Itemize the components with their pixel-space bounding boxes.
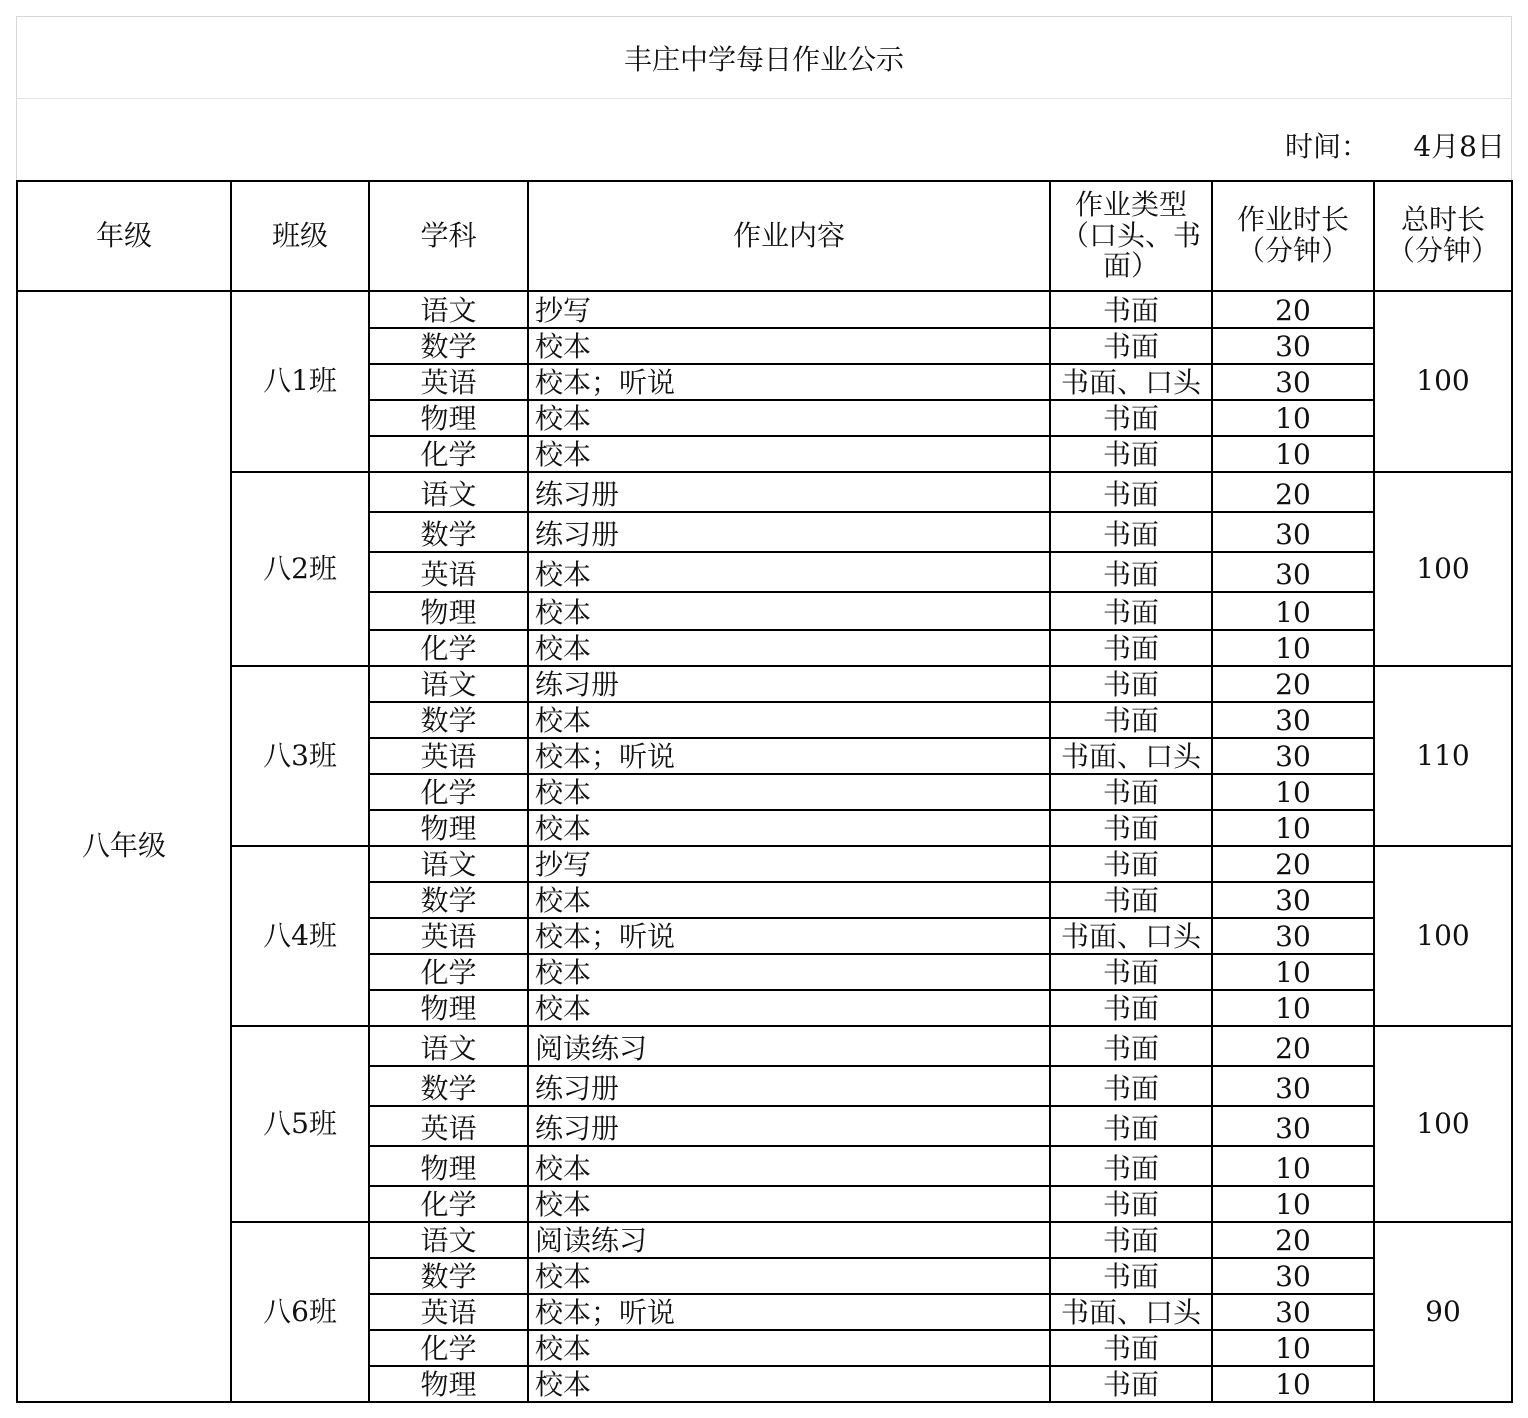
content-cell: 校本 [528, 436, 1050, 472]
total-cell: 110 [1374, 666, 1512, 846]
type-cell: 书面、口头 [1050, 364, 1212, 400]
content-cell: 校本 [528, 328, 1050, 364]
subject-cell: 化学 [369, 1330, 528, 1366]
type-cell: 书面 [1050, 954, 1212, 990]
subject-cell: 数学 [369, 1258, 528, 1294]
total-cell: 100 [1374, 472, 1512, 666]
type-cell: 书面 [1050, 666, 1212, 702]
type-cell: 书面、口头 [1050, 1294, 1212, 1330]
content-cell: 校本 [528, 774, 1050, 810]
duration-cell: 10 [1212, 774, 1374, 810]
duration-cell: 10 [1212, 1366, 1374, 1402]
duration-cell: 20 [1212, 1026, 1374, 1066]
grade-cell: 八年级 [17, 291, 231, 1402]
type-cell: 书面 [1050, 630, 1212, 666]
table-row [17, 1026, 1512, 1066]
content-cell: 校本 [528, 702, 1050, 738]
subject-cell: 英语 [369, 552, 528, 592]
subject-cell: 语文 [369, 1026, 528, 1066]
header-row [17, 181, 1512, 291]
header-content: 作业内容 [528, 181, 1050, 291]
subject-cell: 化学 [369, 954, 528, 990]
duration-cell: 10 [1212, 1186, 1374, 1222]
subject-cell: 物理 [369, 1146, 528, 1186]
type-cell: 书面 [1050, 592, 1212, 630]
subject-cell: 化学 [369, 436, 528, 472]
type-cell: 书面 [1050, 882, 1212, 918]
type-cell: 书面 [1050, 1258, 1212, 1294]
subject-cell: 数学 [369, 512, 528, 552]
subject-cell: 英语 [369, 918, 528, 954]
type-cell: 书面 [1050, 774, 1212, 810]
type-cell: 书面 [1050, 1066, 1212, 1106]
table-body [17, 291, 1512, 1402]
content-cell: 校本 [528, 954, 1050, 990]
duration-cell: 20 [1212, 291, 1374, 328]
duration-cell: 30 [1212, 364, 1374, 400]
duration-cell: 30 [1212, 882, 1374, 918]
header-total: 总时长（分钟） [1374, 181, 1512, 291]
subject-cell: 语文 [369, 1222, 528, 1258]
content-cell: 阅读练习 [528, 1222, 1050, 1258]
type-cell: 书面 [1050, 328, 1212, 364]
content-cell: 练习册 [528, 472, 1050, 512]
content-cell: 练习册 [528, 666, 1050, 702]
class-cell: 八4班 [231, 846, 369, 1026]
subject-cell: 物理 [369, 400, 528, 436]
duration-cell: 30 [1212, 1066, 1374, 1106]
type-cell: 书面 [1050, 1330, 1212, 1366]
subject-cell: 英语 [369, 1294, 528, 1330]
type-cell: 书面 [1050, 512, 1212, 552]
duration-cell: 30 [1212, 1106, 1374, 1146]
table-row [17, 666, 1512, 702]
duration-cell: 10 [1212, 1146, 1374, 1186]
subject-cell: 数学 [369, 328, 528, 364]
type-cell: 书面 [1050, 1146, 1212, 1186]
type-cell: 书面 [1050, 1366, 1212, 1402]
type-cell: 书面 [1050, 1026, 1212, 1066]
content-cell: 校本 [528, 1330, 1050, 1366]
header-grade: 年级 [17, 181, 231, 291]
type-cell: 书面 [1050, 810, 1212, 846]
duration-cell: 10 [1212, 990, 1374, 1026]
type-cell: 书面 [1050, 400, 1212, 436]
content-cell: 抄写 [528, 846, 1050, 882]
duration-cell: 30 [1212, 1294, 1374, 1330]
subject-cell: 物理 [369, 592, 528, 630]
content-cell: 阅读练习 [528, 1026, 1050, 1066]
duration-cell: 30 [1212, 512, 1374, 552]
total-cell: 100 [1374, 291, 1512, 472]
content-cell: 校本；听说 [528, 1294, 1050, 1330]
content-cell: 校本 [528, 592, 1050, 630]
type-cell: 书面 [1050, 702, 1212, 738]
content-cell: 校本；听说 [528, 364, 1050, 400]
type-cell: 书面 [1050, 1222, 1212, 1258]
content-cell: 校本 [528, 882, 1050, 918]
duration-cell: 10 [1212, 954, 1374, 990]
content-cell: 校本；听说 [528, 738, 1050, 774]
table-row [17, 291, 1512, 328]
content-cell: 校本 [528, 1258, 1050, 1294]
duration-cell: 30 [1212, 702, 1374, 738]
duration-cell: 30 [1212, 552, 1374, 592]
type-cell: 书面 [1050, 436, 1212, 472]
duration-cell: 20 [1212, 472, 1374, 512]
content-cell: 练习册 [528, 1066, 1050, 1106]
content-cell: 练习册 [528, 512, 1050, 552]
homework-table [16, 180, 1513, 1403]
class-cell: 八5班 [231, 1026, 369, 1222]
class-cell: 八1班 [231, 291, 369, 472]
subject-cell: 英语 [369, 738, 528, 774]
page-title: 丰庄中学每日作业公示 [16, 16, 1512, 98]
duration-cell: 10 [1212, 436, 1374, 472]
header-duration: 作业时长（分钟） [1212, 181, 1374, 291]
table-row [17, 846, 1512, 882]
subject-cell: 数学 [369, 1066, 528, 1106]
content-cell: 校本 [528, 810, 1050, 846]
type-cell: 书面 [1050, 990, 1212, 1026]
type-cell: 书面 [1050, 291, 1212, 328]
date-label: 时间： [1284, 130, 1369, 163]
type-cell: 书面、口头 [1050, 918, 1212, 954]
subject-cell: 化学 [369, 1186, 528, 1222]
duration-cell: 10 [1212, 592, 1374, 630]
duration-cell: 30 [1212, 918, 1374, 954]
content-cell: 校本 [528, 400, 1050, 436]
subject-cell: 物理 [369, 1366, 528, 1402]
subject-cell: 英语 [369, 364, 528, 400]
type-cell: 书面 [1050, 1186, 1212, 1222]
duration-cell: 10 [1212, 630, 1374, 666]
duration-cell: 20 [1212, 846, 1374, 882]
header-class: 班级 [231, 181, 369, 291]
duration-cell: 30 [1212, 1258, 1374, 1294]
class-cell: 八3班 [231, 666, 369, 846]
type-cell: 书面 [1050, 552, 1212, 592]
class-cell: 八6班 [231, 1222, 369, 1402]
table-row [17, 1222, 1512, 1258]
duration-cell: 30 [1212, 738, 1374, 774]
date-value: 4月8日 [1413, 130, 1505, 163]
subject-cell: 数学 [369, 882, 528, 918]
subject-cell: 数学 [369, 702, 528, 738]
date-row [16, 98, 1512, 180]
header-subject: 学科 [369, 181, 528, 291]
type-cell: 书面、口头 [1050, 738, 1212, 774]
total-cell: 100 [1374, 846, 1512, 1026]
content-cell: 校本 [528, 990, 1050, 1026]
duration-cell: 20 [1212, 1222, 1374, 1258]
content-cell: 校本 [528, 552, 1050, 592]
type-cell: 书面 [1050, 472, 1212, 512]
total-cell: 90 [1374, 1222, 1512, 1402]
duration-cell: 20 [1212, 666, 1374, 702]
total-cell: 100 [1374, 1026, 1512, 1222]
subject-cell: 化学 [369, 774, 528, 810]
table-row [17, 472, 1512, 512]
subject-cell: 物理 [369, 990, 528, 1026]
content-cell: 校本 [528, 1366, 1050, 1402]
type-cell: 书面 [1050, 1106, 1212, 1146]
duration-cell: 10 [1212, 810, 1374, 846]
content-cell: 校本；听说 [528, 918, 1050, 954]
subject-cell: 化学 [369, 630, 528, 666]
subject-cell: 语文 [369, 291, 528, 328]
subject-cell: 英语 [369, 1106, 528, 1146]
content-cell: 校本 [528, 630, 1050, 666]
duration-cell: 30 [1212, 328, 1374, 364]
duration-cell: 10 [1212, 400, 1374, 436]
type-cell: 书面 [1050, 846, 1212, 882]
content-cell: 校本 [528, 1186, 1050, 1222]
subject-cell: 语文 [369, 472, 528, 512]
subject-cell: 语文 [369, 846, 528, 882]
duration-cell: 10 [1212, 1330, 1374, 1366]
content-cell: 练习册 [528, 1106, 1050, 1146]
content-cell: 校本 [528, 1146, 1050, 1186]
header-type: 作业类型（口头、书面） [1050, 181, 1212, 291]
class-cell: 八2班 [231, 472, 369, 666]
subject-cell: 物理 [369, 810, 528, 846]
content-cell: 抄写 [528, 291, 1050, 328]
subject-cell: 语文 [369, 666, 528, 702]
